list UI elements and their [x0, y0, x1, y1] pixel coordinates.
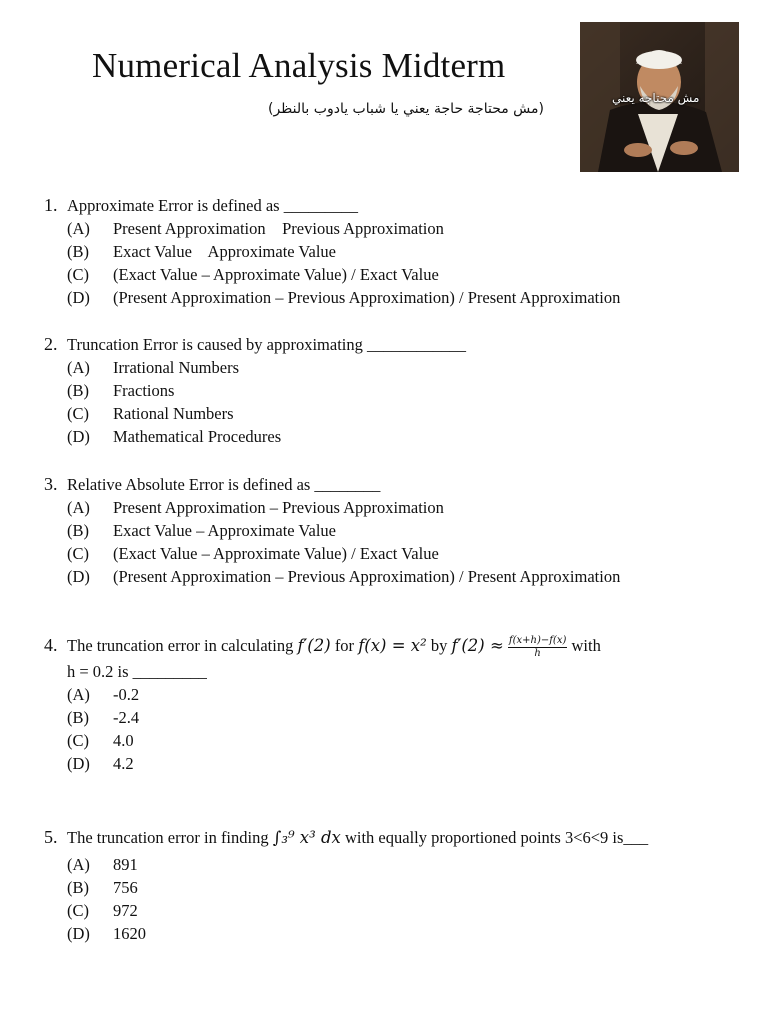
- question-text: 4. The truncation error in calculating f′(2) for f(x) = x² by f′(2) ≈ $\frac{f(x+h)-f(x)}{h}$ with: [44, 634, 601, 659]
- question-number: 5.: [44, 827, 58, 847]
- option-c: (C) (Exact Value – Approximate Value) / Exact Value: [67, 544, 439, 563]
- math-f-prime: f′(2): [297, 636, 331, 655]
- option-a: (A) 891: [67, 855, 138, 874]
- question-text: Approximate Error is defined as _________: [67, 196, 358, 215]
- option-b: (B) Exact Value – Approximate Value: [67, 521, 336, 540]
- option-a: (A) Present Approximation – Previous Approximation: [67, 498, 444, 517]
- option-c: (C) 4.0: [67, 730, 134, 750]
- question-number: 4.: [44, 635, 58, 655]
- option-d: (D) (Present Approximation – Previous Approximation) / Present Approximation: [67, 288, 621, 307]
- option-b: (B) 756: [67, 878, 138, 897]
- question-text-continuation: h = 0.2 is _________: [67, 661, 207, 681]
- math-integral: ∫₃⁹ x³ dx: [272, 828, 341, 847]
- photo-caption: مش محتاجه يعني: [612, 91, 700, 105]
- question-number: 3.: [44, 474, 58, 494]
- math-approx: f′(2) ≈: [451, 636, 504, 655]
- option-d: (D) (Present Approximation – Previous Approximation) / Present Approximation: [67, 567, 621, 586]
- option-b: (B) -2.4: [67, 707, 140, 727]
- question-text: 5. The truncation error in finding ∫₃⁹ x³ dx with equally proportioned points 3<6<9 is___: [44, 827, 649, 847]
- question-4: [44, 634, 601, 775]
- question-number: 2.: [44, 334, 58, 354]
- option-d: (D) 1620: [67, 924, 146, 943]
- option-a: (A) -0.2: [67, 684, 140, 704]
- question-3: [44, 473, 620, 588]
- page-subtitle: (مش محتاجة حاجة يعني يا شباب يادوب بالنظر): [268, 101, 544, 117]
- question-text: Truncation Error is caused by approximating ____________: [67, 335, 466, 354]
- option-b: (B) Exact Value Approximate Value: [67, 242, 336, 261]
- math-f-of-x: f(x) = x²: [358, 636, 427, 655]
- page-title: Numerical Analysis Midterm: [92, 46, 506, 85]
- option-d: (D) Mathematical Procedures: [67, 427, 282, 446]
- question-2: [44, 333, 466, 448]
- option-b: (B) Fractions: [67, 381, 175, 400]
- question-number: 1.: [44, 195, 58, 215]
- question-1: [44, 194, 620, 309]
- option-d: (D) 4.2: [67, 753, 134, 773]
- option-a: (A) Present Approximation Previous Approximation: [67, 219, 444, 238]
- question-5: [44, 826, 648, 945]
- math-fraction: $\frac{f(x+h)-f(x)}{h}$: [508, 634, 567, 659]
- option-c: (C) 972: [67, 901, 138, 920]
- option-a: (A) Irrational Numbers: [67, 358, 239, 377]
- question-text: Relative Absolute Error is defined as ________: [67, 475, 381, 494]
- option-c: (C) (Exact Value – Approximate Value) / Exact Value: [67, 265, 439, 284]
- option-c: (C) Rational Numbers: [67, 404, 234, 423]
